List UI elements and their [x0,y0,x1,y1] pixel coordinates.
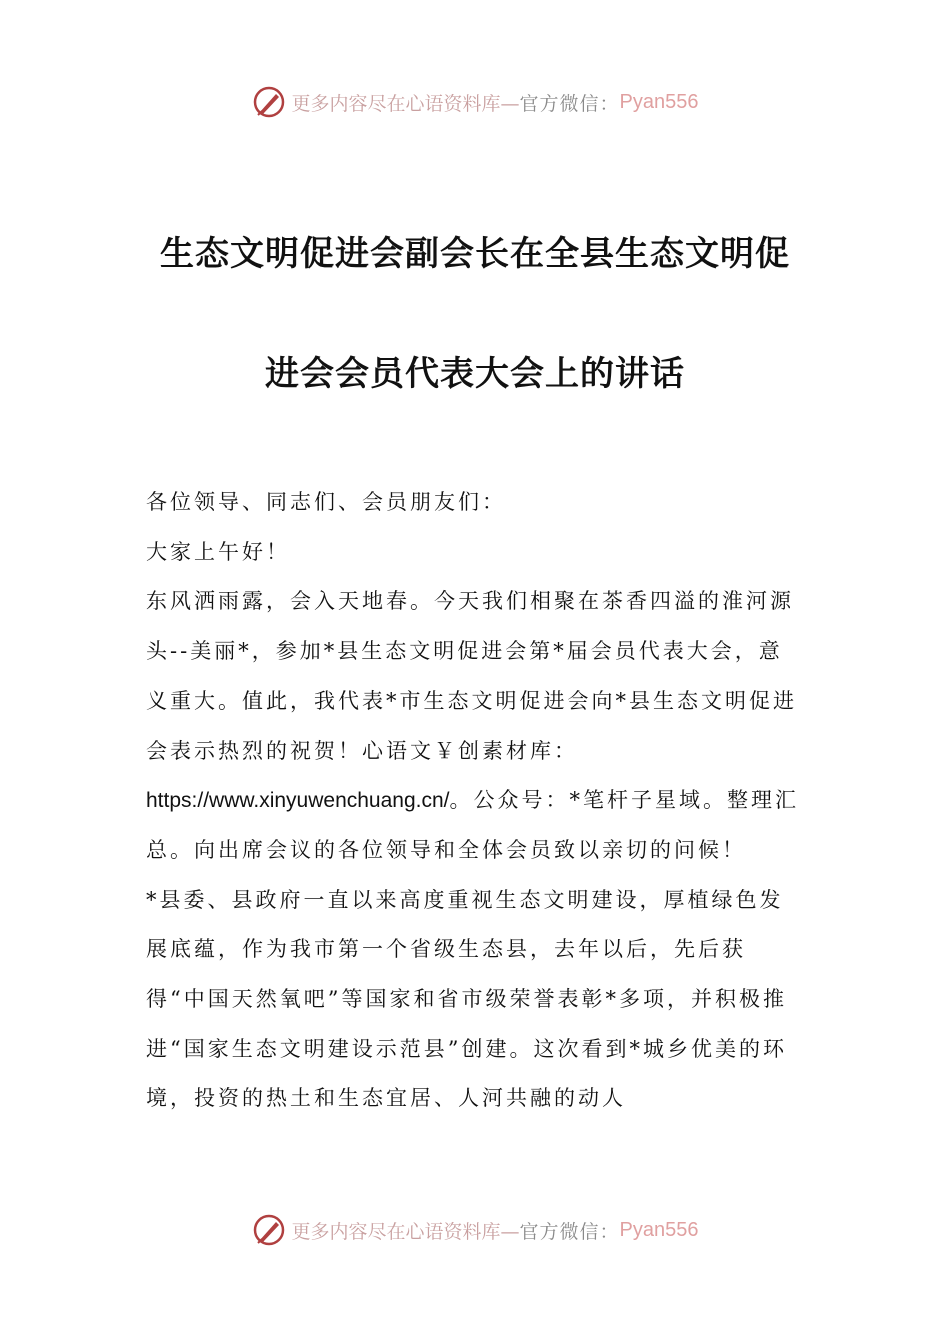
promo-text: 更多内容尽在心语资料库— [291,92,520,115]
paragraph-1-start: 东风洒雨露，会入天地春。今天我们相聚在茶香四溢的淮河源头--美丽*，参加*县生态文明促进会第*届会员代表大会，意义重大。值此，我代表*市生态文明促进会向*县生态文明促进会表示热烈的祝贺！心语文￥创素材库： [146,589,797,763]
wechat-label: 官方微信： [519,92,620,115]
paragraph-1-end: 。公众号：*笔杆子星域。整理汇总。向出席会议的各位领导和全体会员致以亲切的问候！ [146,788,799,862]
wechat-handle: Pyan556 [619,1218,699,1241]
greeting: 大家上午好！ [146,539,290,564]
salutation: 各位领导、同志们、会员朋友们： [146,490,506,514]
quill-pen-circle-icon [252,85,286,119]
source-url: https://www.xinyuwenchuang.cn/ [146,789,450,813]
document-title-line-1: 生态文明促进会副会长在全县生态文明促 [160,234,790,274]
wechat-handle: Pyan556 [619,90,699,113]
quill-pen-circle-icon [252,1213,286,1247]
paragraph-2: *县委、县政府一直以来高度重视生态文明建设，厚植绿色发展底蕴，作为我市第一个省级生态县，去年以后，先后获得“中国天然氧吧”等国家和省市级荣誉表彰*多项，并积极推进“国家生态文明建设示范县”创建。这次看到*城乡优美的环境，投资的热土和生态宜居、人河共融的动人 [146,887,787,1111]
document-title-line-2: 进会会员代表大会上的讲话 [265,354,685,394]
document-body [146,478,806,1124]
footer-watermark-banner [0,1210,950,1250]
paragraph-1 [146,577,806,875]
promo-text: 更多内容尽在心语资料库— [291,1220,520,1243]
header-watermark-banner [0,82,950,122]
wechat-label: 官方微信： [519,1220,620,1243]
